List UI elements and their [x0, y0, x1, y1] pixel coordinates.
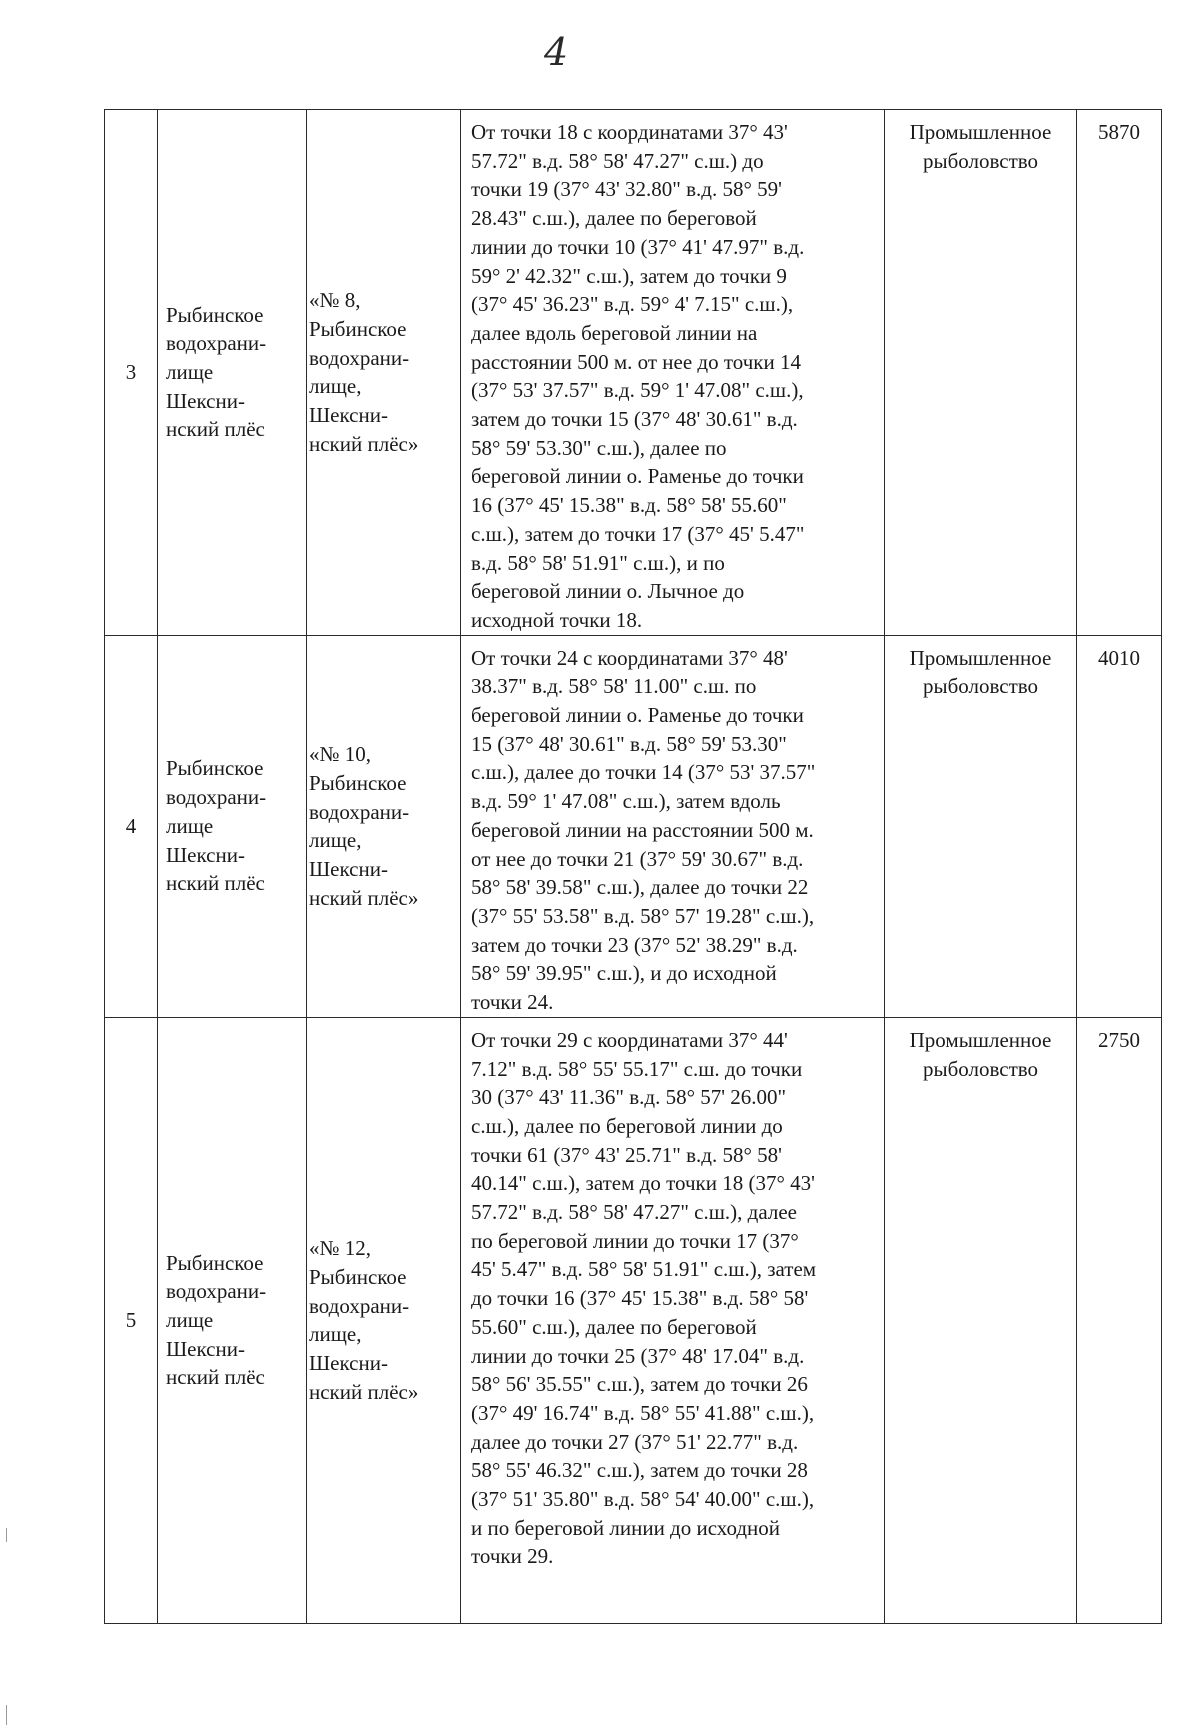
- fishing-sites-table: [104, 109, 1162, 1624]
- waterbody-cell: Рыбинское водохрани- лище Шексни- нский плёс: [158, 635, 307, 1017]
- row-number-cell: 5: [105, 1017, 158, 1623]
- area-cell: 4010: [1077, 635, 1162, 1017]
- table-row: [105, 635, 1162, 1017]
- row-number-cell: 4: [105, 635, 158, 1017]
- boundaries-cell: От точки 29 с координатами 37° 44' 7.12" в.д. 58° 55' 55.17" с.ш. до точки 30 (37° 43' 11.36" в.д. 58° 57' 26.00" с.ш.), далее по береговой линии до точки 61 (37° 43' 25.71" в.д. 58° 58' 40.14" с.ш.), затем до точки 18 (37° 43' 57.72" в.д. 58° 58' 47.27" с.ш.), далее по береговой линии до точки 17 (37° 45' 5.47" в.д. 58° 58' 51.91" с.ш.), затем до точки 16 (37° 45' 15.38" в.д. 58° 58' 55.60" с.ш.), далее по береговой линии до точки 25 (37° 48' 17.04" в.д. 58° 56' 35.55" с.ш.), затем до точки 26 (37° 49' 16.74" в.д. 58° 55' 41.88" с.ш.), далее до точки 27 (37° 51' 22.77" в.д. 58° 55' 46.32" с.ш.), затем до точки 28 (37° 51' 35.80" в.д. 58° 54' 40.00" с.ш.), и по береговой линии до исходной точки 29.: [461, 1017, 885, 1623]
- table-row: [105, 1017, 1162, 1623]
- waterbody-cell: Рыбинское водохрани- лище Шексни- нский плёс: [158, 1017, 307, 1623]
- row-number-cell: 3: [105, 110, 158, 636]
- usage-type-cell: Промышленное рыболовство: [885, 110, 1077, 636]
- scan-margin-mark: [6, 1705, 7, 1725]
- scan-margin-mark: [6, 1528, 7, 1542]
- site-name-cell: «№ 8, Рыбинское водохрани- лище, Шексни- нский плёс»: [307, 110, 461, 636]
- usage-type-cell: Промышленное рыболовство: [885, 635, 1077, 1017]
- boundaries-cell: От точки 24 с координатами 37° 48' 38.37" в.д. 58° 58' 11.00" с.ш. по береговой линии о. Раменье до точки 15 (37° 48' 30.61" в.д. 58° 59' 53.30" с.ш.), далее до точки 14 (37° 53' 37.57" в.д. 59° 1' 47.08" с.ш.), затем вдоль береговой линии на расстоянии 500 м. от нее до точки 21 (37° 59' 30.67" в.д. 58° 58' 39.58" с.ш.), далее до точки 22 (37° 55' 53.58" в.д. 58° 57' 19.28" с.ш.), затем до точки 23 (37° 52' 38.29" в.д. 58° 59' 39.95" с.ш.), и до исходной точки 24.: [461, 635, 885, 1017]
- area-cell: 5870: [1077, 110, 1162, 636]
- area-cell: 2750: [1077, 1017, 1162, 1623]
- usage-type-cell: Промышленное рыболовство: [885, 1017, 1077, 1623]
- waterbody-cell: Рыбинское водохрани- лище Шексни- нский плёс: [158, 110, 307, 636]
- boundaries-cell: От точки 18 с координатами 37° 43' 57.72" в.д. 58° 58' 47.27" с.ш.) до точки 19 (37° 43' 32.80" в.д. 58° 59' 28.43" с.ш.), далее по береговой линии до точки 10 (37° 41' 47.97" в.д. 59° 2' 42.32" с.ш.), затем до точки 9 (37° 45' 36.23" в.д. 59° 4' 7.15" с.ш.), далее вдоль береговой линии на расстоянии 500 м. от нее до точки 14 (37° 53' 37.57" в.д. 59° 1' 47.08" с.ш.), затем до точки 15 (37° 48' 30.61" в.д. 58° 59' 53.30" с.ш.), далее по береговой линии о. Раменье до точки 16 (37° 45' 15.38" в.д. 58° 58' 55.60" с.ш.), затем до точки 17 (37° 45' 5.47" в.д. 58° 58' 51.91" с.ш.), и по береговой линии о. Лычное до исходной точки 18.: [461, 110, 885, 636]
- site-name-cell: «№ 12, Рыбинское водохрани- лище, Шексни- нский плёс»: [307, 1017, 461, 1623]
- page-number: 4: [544, 30, 569, 74]
- table-row: [105, 110, 1162, 636]
- site-name-cell: «№ 10, Рыбинское водохрани- лище, Шексни- нский плёс»: [307, 635, 461, 1017]
